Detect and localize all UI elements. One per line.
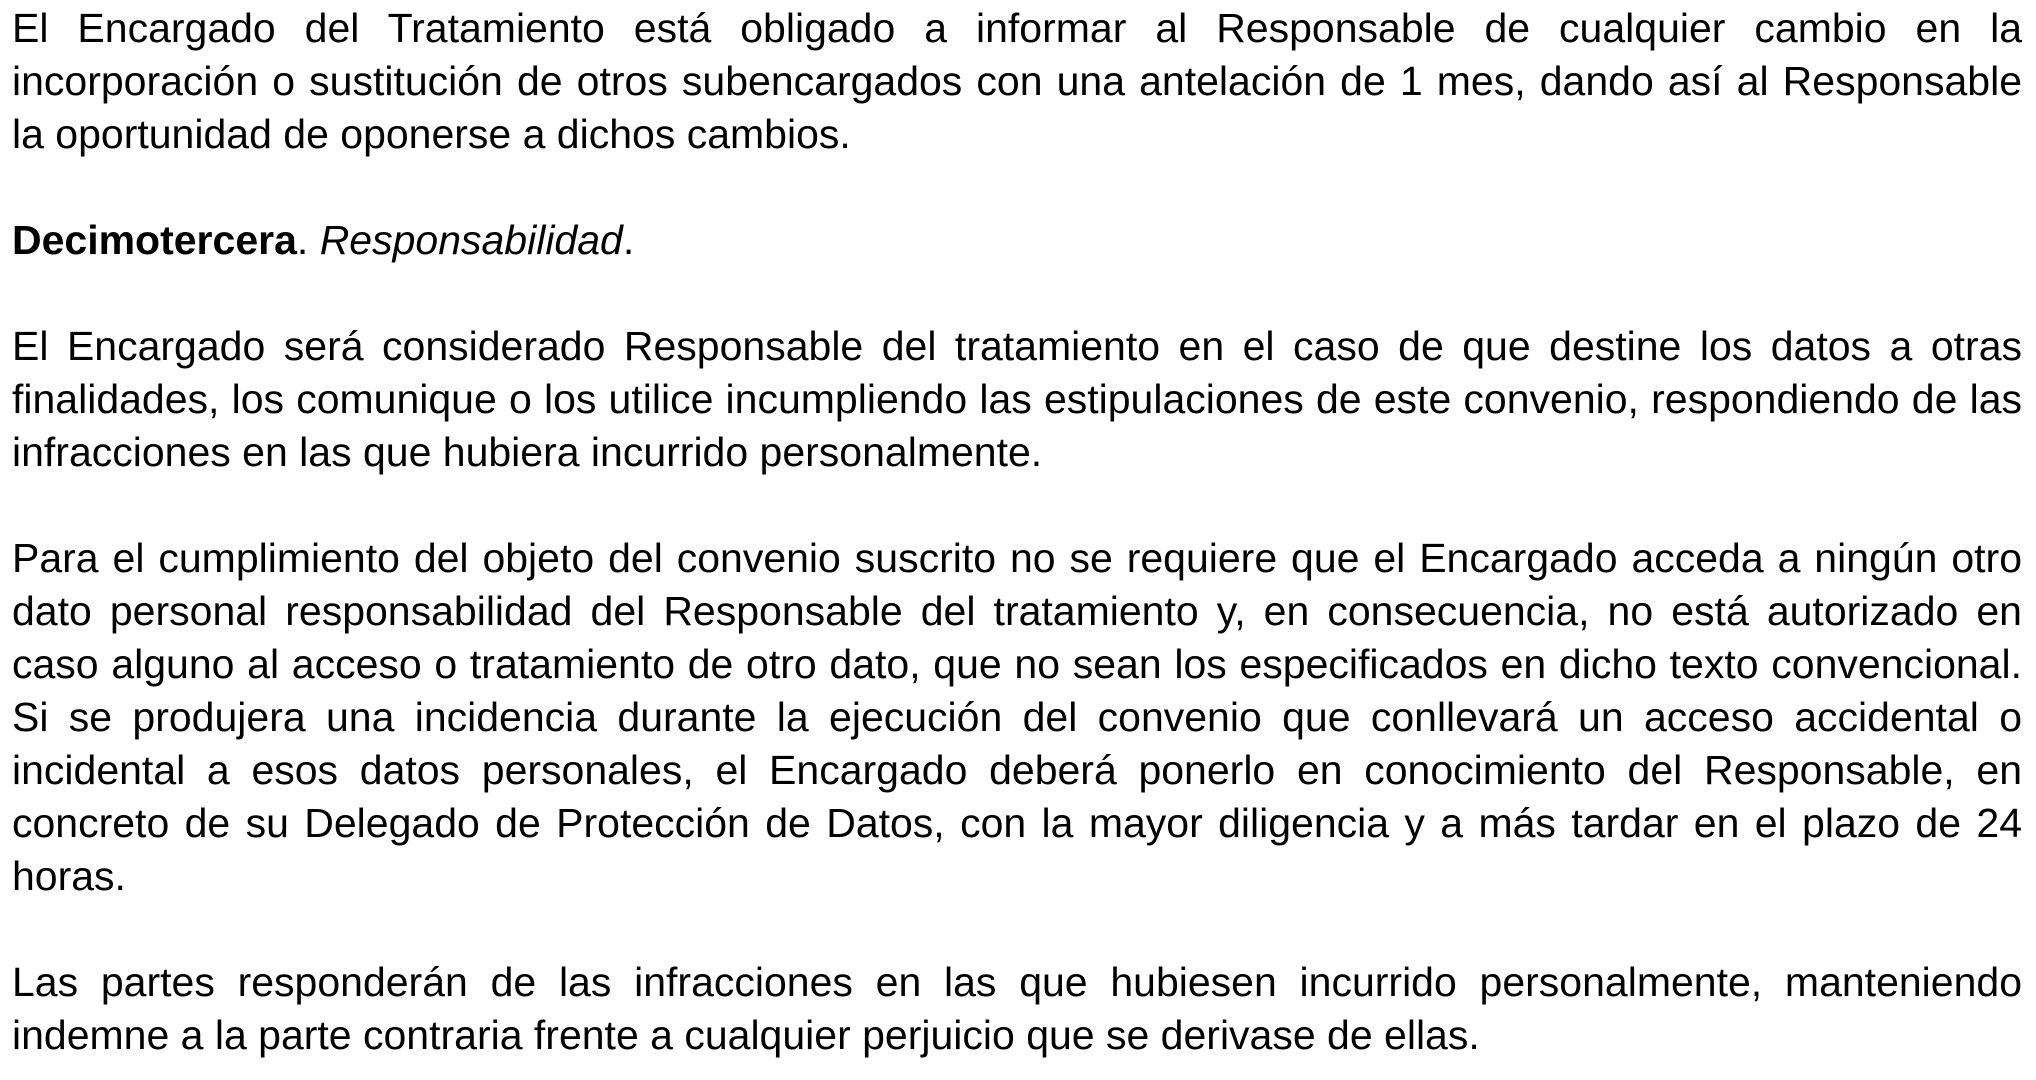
paragraph-processor-liability: El Encargado será considerado Responsable del tratamiento en el caso de que destine los datos a otras finalidades, los comunique o los utilice incumpliendo las estipulaciones de este convenio, respondiendo de las infracciones en las que hubiera incurrido personalmente. [12, 323, 2022, 475]
clause-heading [12, 214, 2022, 267]
paragraph-data-access: Para el cumplimiento del objeto del convenio suscrito no se requiere que el Encargado acceda a ningún otro dato personal responsabilidad del Responsable del tratamiento y, en consecuencia, no está autorizado en caso alguno al acceso o tratamiento de otro dato, que no sean los especificados en dicho texto convencional. Si se produjera una incidencia durante la ejecución del convenio que conllevará un acceso accidental o incidental a esos datos personales, el Encargado deberá ponerlo en conocimiento del Responsable, en concreto de su Delegado de Protección de Datos, con la mayor diligencia y a más tardar en el plazo de 24 horas. [12, 535, 2022, 899]
clause-heading-separator: . [296, 217, 320, 263]
clause-heading-end: . [622, 217, 635, 263]
document-page [12, 2, 2022, 1062]
clause-number: Decimotercera [12, 217, 297, 263]
paragraph-subprocessor-notice: El Encargado del Tratamiento está obligado a informar al Responsable de cualquier cambio en la incorporación o sustitución de otros subencargados con una antelación de 1 mes, dando así al Responsable la oportunidad de oponerse a dichos cambios. [12, 5, 2022, 157]
paragraph-parties-liability: Las partes responderán de las infracciones en las que hubiesen incurrido personalmente, manteniendo indemne a la parte contraria frente a cualquier perjuicio que se derivase de ellas. [12, 959, 2022, 1058]
clause-title: Responsabilidad [319, 217, 623, 263]
